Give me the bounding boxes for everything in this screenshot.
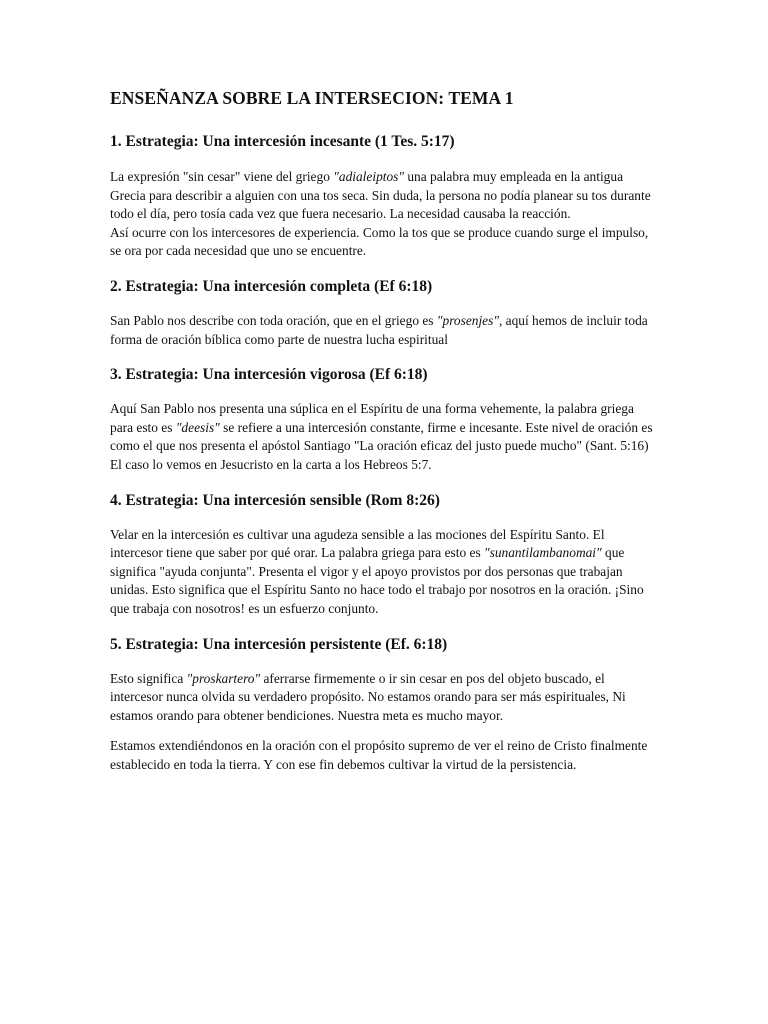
greek-term: "prosenjes" [436, 312, 499, 328]
paragraph-text: Esto significa [110, 670, 187, 686]
section-paragraph [110, 526, 658, 619]
document-title: ENSEÑANZA SOBRE LA INTERSECION: TEMA 1 [110, 88, 514, 108]
section-paragraph: Estamos extendiéndonos en la oración con el propósito supremo de ver el reino de Cristo finalmente establecido en toda la tierra. Y con ese fin debemos cultivar la virtud de la persistencia. [110, 738, 648, 772]
section-4 [110, 491, 658, 619]
section-3 [110, 365, 658, 474]
section-heading: 2. Estrategia: Una intercesión completa (Ef 6:18) [110, 277, 433, 295]
section-5 [110, 635, 658, 775]
section-paragraph [110, 400, 658, 474]
greek-term: "adialeiptos" [333, 169, 405, 184]
section-heading: 3. Estrategia: Una intercesión vigorosa (Ef 6:18) [110, 366, 428, 384]
paragraph-text: La expresión "sin cesar" viene del griego [110, 169, 334, 184]
greek-term: "proskartero" [186, 670, 261, 686]
greek-term: "sunantilambanomai" [484, 545, 602, 561]
paragraph-text: Aquí San Pablo nos presenta una súplica en el Espíritu de una forma vehemente, la palabra griega para esto es [110, 401, 634, 435]
paragraph-text: Velar en la intercesión es cultivar una agudeza sensible a las mociones del Espíritu Santo. El intercesor tiene que saber por qué orar. La palabra griega para esto es [110, 526, 605, 561]
paragraph-text: que significa "ayuda conjunta". Presenta el vigor y el apoyo provistos por dos personas que trabajan unidas. Esto significa que el Espíritu Santo no hace todo el trabajo por nosotros en la oración. ¡Sino que trabaja con nosotros! es un esfuerzo conjunto. [110, 545, 644, 616]
section-paragraph [110, 312, 658, 349]
section-1 [110, 132, 658, 261]
section-heading: 1. Estrategia: Una intercesión incesante (1 Tes. 5:17) [110, 133, 455, 150]
section-paragraph [110, 670, 658, 726]
document-page [110, 86, 658, 790]
paragraph-text: aferrarse firmemente o ir sin cesar en pos del objeto buscado, el intercesor nunca olvida su verdadero propósito. No estamos orando para ser más espirituales, Ni estamos orando para obtener bendiciones. Nuestra meta es mucho mayor. [110, 670, 626, 723]
section-2 [110, 277, 658, 349]
section-heading: 5. Estrategia: Una intercesión persistente (Ef. 6:18) [110, 635, 448, 653]
section-paragraph: Así ocurre con los intercesores de experiencia. Como la tos que se produce cuando surge el impulso, se ora por cada necesidad que uno se encuentre. [110, 224, 649, 259]
section-paragraph [110, 168, 658, 224]
paragraph-text: se refiere a una intercesión constante, firme e incesante. Este nivel de oración es como el que nos presenta el apóstol Santiago "La oración eficaz del justo puede mucho" (Sant. 5:16) El caso lo vemos en Jesucristo en la carta a los Hebreos 5:7. [110, 419, 653, 472]
greek-term: "deesis" [175, 419, 220, 435]
paragraph-text: San Pablo nos describe con toda oración, que en el griego es [110, 312, 437, 328]
paragraph-text: una palabra muy empleada en la antigua Grecia para describir a alguien con una tos seca. Sin duda, la persona no podía planear su tos durante todo el día, pero tosía cada vez que fuera necesario. La necesidad causaba la reacción. [110, 169, 651, 222]
section-heading: 4. Estrategia: Una intercesión sensible (Rom 8:26) [110, 491, 440, 509]
paragraph-text: , aquí hemos de incluir toda forma de oración bíblica como parte de nuestra lucha espiritual [110, 312, 648, 347]
